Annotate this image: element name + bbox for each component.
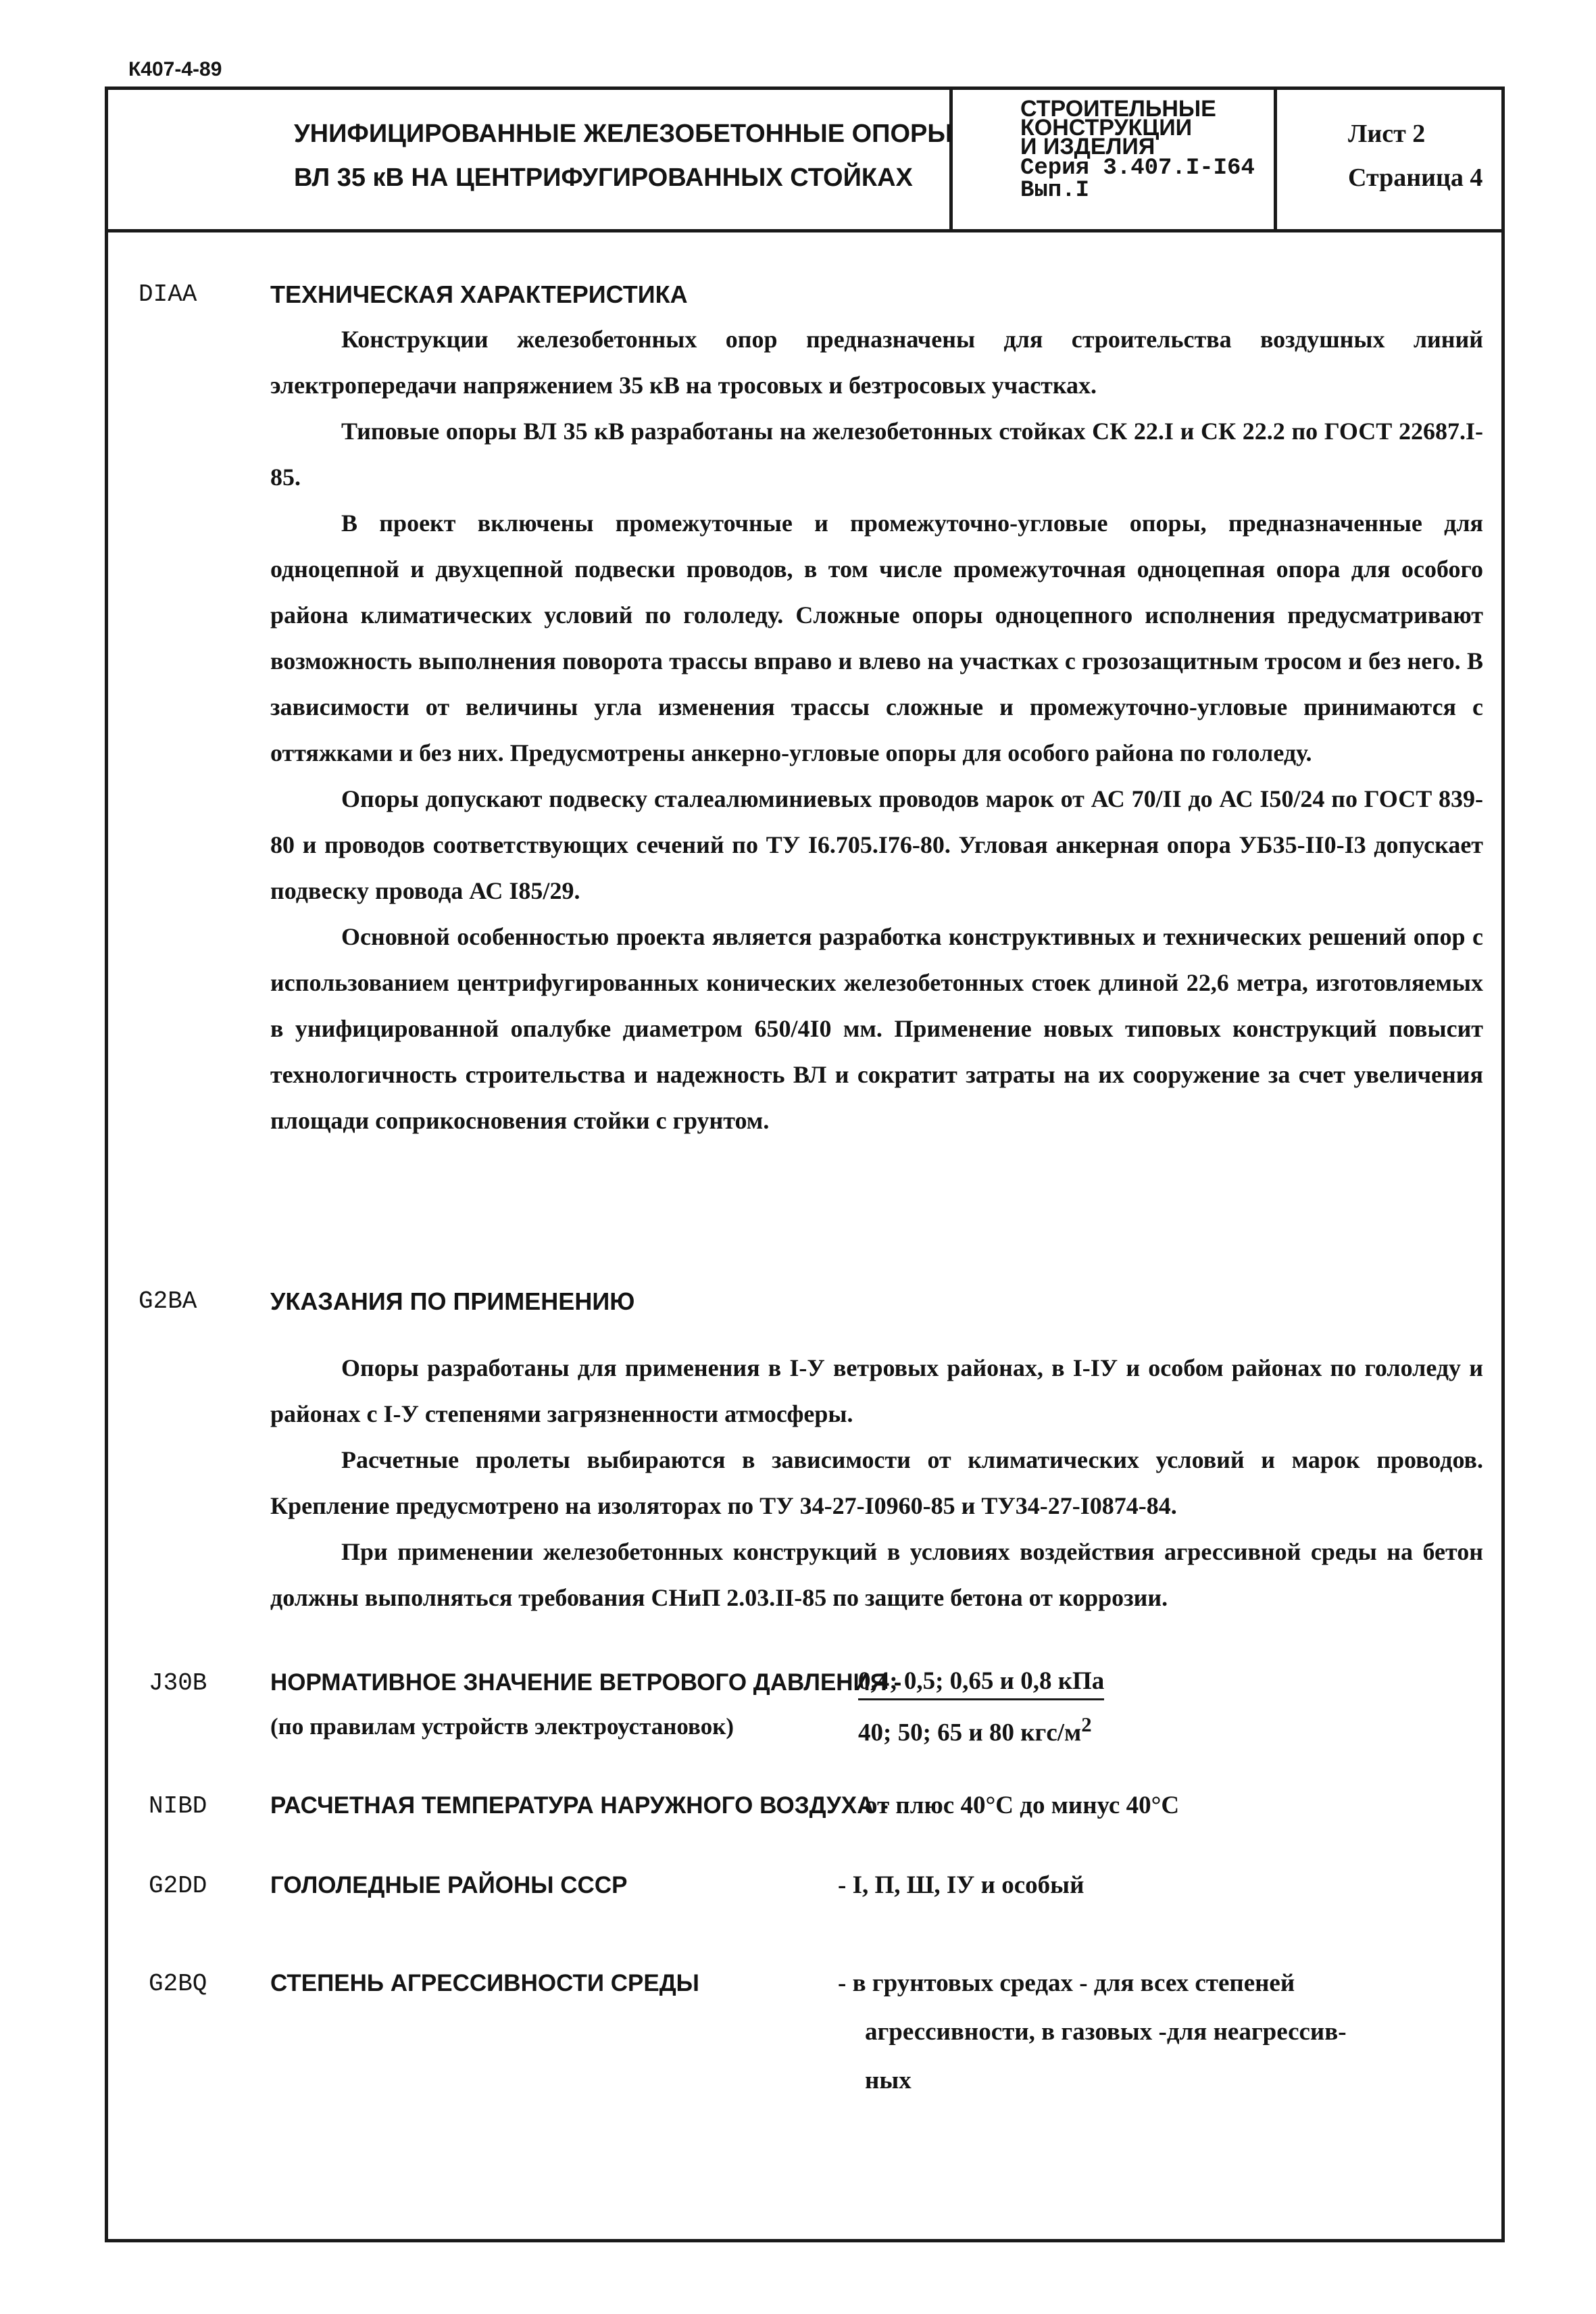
header-divider bbox=[108, 229, 1501, 232]
header-page: Страница 4 bbox=[1348, 164, 1483, 192]
header-title-line2: ВЛ 35 кВ НА ЦЕНТРИФУГИРОВАННЫХ СТОЙКАХ bbox=[294, 164, 913, 192]
section-title-usage: УКАЗАНИЯ ПО ПРИМЕНЕНИЮ bbox=[270, 1287, 635, 1315]
usage-paragraph: Расчетные пролеты выбираются в зависимости от климатических условий и марок проводов. Крепление предусмотрено на изоляторах по ТУ 34-27-I0960-85 и ТУ34-27-I0874-84. bbox=[270, 1446, 1483, 1519]
aggr-label: СТЕПЕНЬ АГРЕССИВНОСТИ СРЕДЫ bbox=[270, 1970, 699, 1996]
header-series: Серия 3.407.I-I64 bbox=[1020, 155, 1255, 181]
aggr-value-line2: агрессивности, в газовых -для неагрессив- bbox=[865, 2018, 1347, 2046]
usage-text bbox=[270, 1345, 1483, 1621]
tech-paragraph: Типовые опоры ВЛ 35 кВ разработаны на железобетонных стойках СК 22.I и СК 22.2 по ГОСТ 22687.I-85. bbox=[270, 418, 1483, 491]
header-title-line1: УНИФИЦИРОВАННЫЕ ЖЕЛЕЗОБЕТОННЫЕ ОПОРЫ bbox=[294, 120, 953, 148]
wind-label-line1: НОРМАТИВНОЕ ЗНАЧЕНИЕ ВЕТРОВОГО ДАВЛЕНИЯ - bbox=[270, 1669, 902, 1696]
ice-label: ГОЛОЛЕДНЫЕ РАЙОНЫ СССР bbox=[270, 1872, 628, 1898]
section-code-wind: J30B bbox=[149, 1669, 207, 1697]
tech-paragraph: В проект включены промежуточные и промежуточно-угловые опоры, предназначенные для одноцепной и двухцепной подвески проводов, в том числе промежуточная одноцепная опора для особого района климатических условий по гололеду. Сложные опоры одноцепного исполнения предусматривают возможность выполнения поворота трассы вправо и влево на участках с грозозащитным тросом и без него. В зависимости от величины угла изменения трассы сложные и промежуточно-угловые принимаются с оттяжками и без них. Предусмотрены анкерно-угловые опоры для особого района по гололеду. bbox=[270, 510, 1483, 766]
header-category-line1: СТРОИТЕЛЬНЫЕ bbox=[1020, 96, 1216, 122]
section-code-usage: G2BA bbox=[139, 1287, 197, 1315]
section-code-temp: NIBD bbox=[149, 1792, 207, 1820]
temp-label: РАСЧЕТНАЯ ТЕМПЕРАТУРА НАРУЖНОГО ВОЗДУХА - bbox=[270, 1792, 889, 1819]
section-code-aggr: G2BQ bbox=[149, 1970, 207, 1998]
header-category-line3: И ИЗДЕЛИЯ bbox=[1020, 134, 1155, 159]
document-code: К407-4-89 bbox=[128, 58, 222, 80]
section-title-tech: ТЕХНИЧЕСКАЯ ХАРАКТЕРИСТИКА bbox=[270, 280, 688, 308]
section-code-tech: DIAA bbox=[139, 280, 197, 308]
ice-value: - I, П, Ш, IУ и особый bbox=[838, 1871, 1084, 1899]
header-divider-2 bbox=[1274, 90, 1277, 229]
temp-value: от плюс 40°С до минус 40°С bbox=[865, 1792, 1180, 1819]
aggr-value-line3: ных bbox=[865, 2067, 912, 2094]
wind-value-kgf bbox=[858, 1713, 1092, 1747]
header-divider-1 bbox=[949, 90, 953, 229]
tech-paragraph: Опоры допускают подвеску сталеалюминиевых проводов марок от АС 70/II до АС I50/24 по ГОСТ 839-80 и проводов соответствующих сечений по ТУ I6.705.I76-80. Угловая анкерная опора УБ35-II0-I3 допускает подвеску провода АС I85/29. bbox=[270, 785, 1483, 904]
wind-value-kgf-text: 40; 50; 65 и 80 кгс/м bbox=[858, 1719, 1082, 1747]
section-code-ice: G2DD bbox=[149, 1872, 207, 1900]
wind-value-kpa: 0,4; 0,5; 0,65 и 0,8 кПа bbox=[858, 1667, 1104, 1700]
wind-label-line2: (по правилам устройств электроустановок) bbox=[270, 1713, 734, 1740]
tech-paragraph: Основной особенностью проекта является разработка конструктивных и технических решений опор с использованием центрифугированных конических железобетонных стоек длиной 22,6 метра, изготовляемых в унифицированной опалубке диаметром 650/4I0 мм. Применение новых типовых конструкций повысит технологичность строительства и надежность ВЛ и сократит затраты на их сооружение за счет увеличения площади соприкосновения стойки с грунтом. bbox=[270, 923, 1483, 1134]
aggr-value-line1: - в грунтовых средах - для всех степеней bbox=[838, 1969, 1295, 1997]
header-category-line2: КОНСТРУКЦИИ bbox=[1020, 115, 1193, 141]
tech-text bbox=[270, 316, 1483, 1143]
usage-paragraph: Опоры разработаны для применения в I-У ветровых районах, в I-IУ и особом районах по гололеду и районах с I-У степенями загрязненности атмосферы. bbox=[270, 1354, 1483, 1427]
usage-paragraph: При применении железобетонных конструкций в условиях воздействия агрессивной среды на бетон должны выполняться требования СНиП 2.03.II-85 по защите бетона от коррозии. bbox=[270, 1538, 1483, 1611]
wind-unit-superscript: 2 bbox=[1081, 1713, 1092, 1736]
header-issue: Вып.I bbox=[1020, 178, 1090, 203]
tech-paragraph: Конструкции железобетонных опор предназначены для строительства воздушных линий электропередачи напряжением 35 кВ на тросовых и безтросовых участках. bbox=[270, 326, 1483, 399]
header-sheet: Лист 2 bbox=[1348, 120, 1426, 148]
